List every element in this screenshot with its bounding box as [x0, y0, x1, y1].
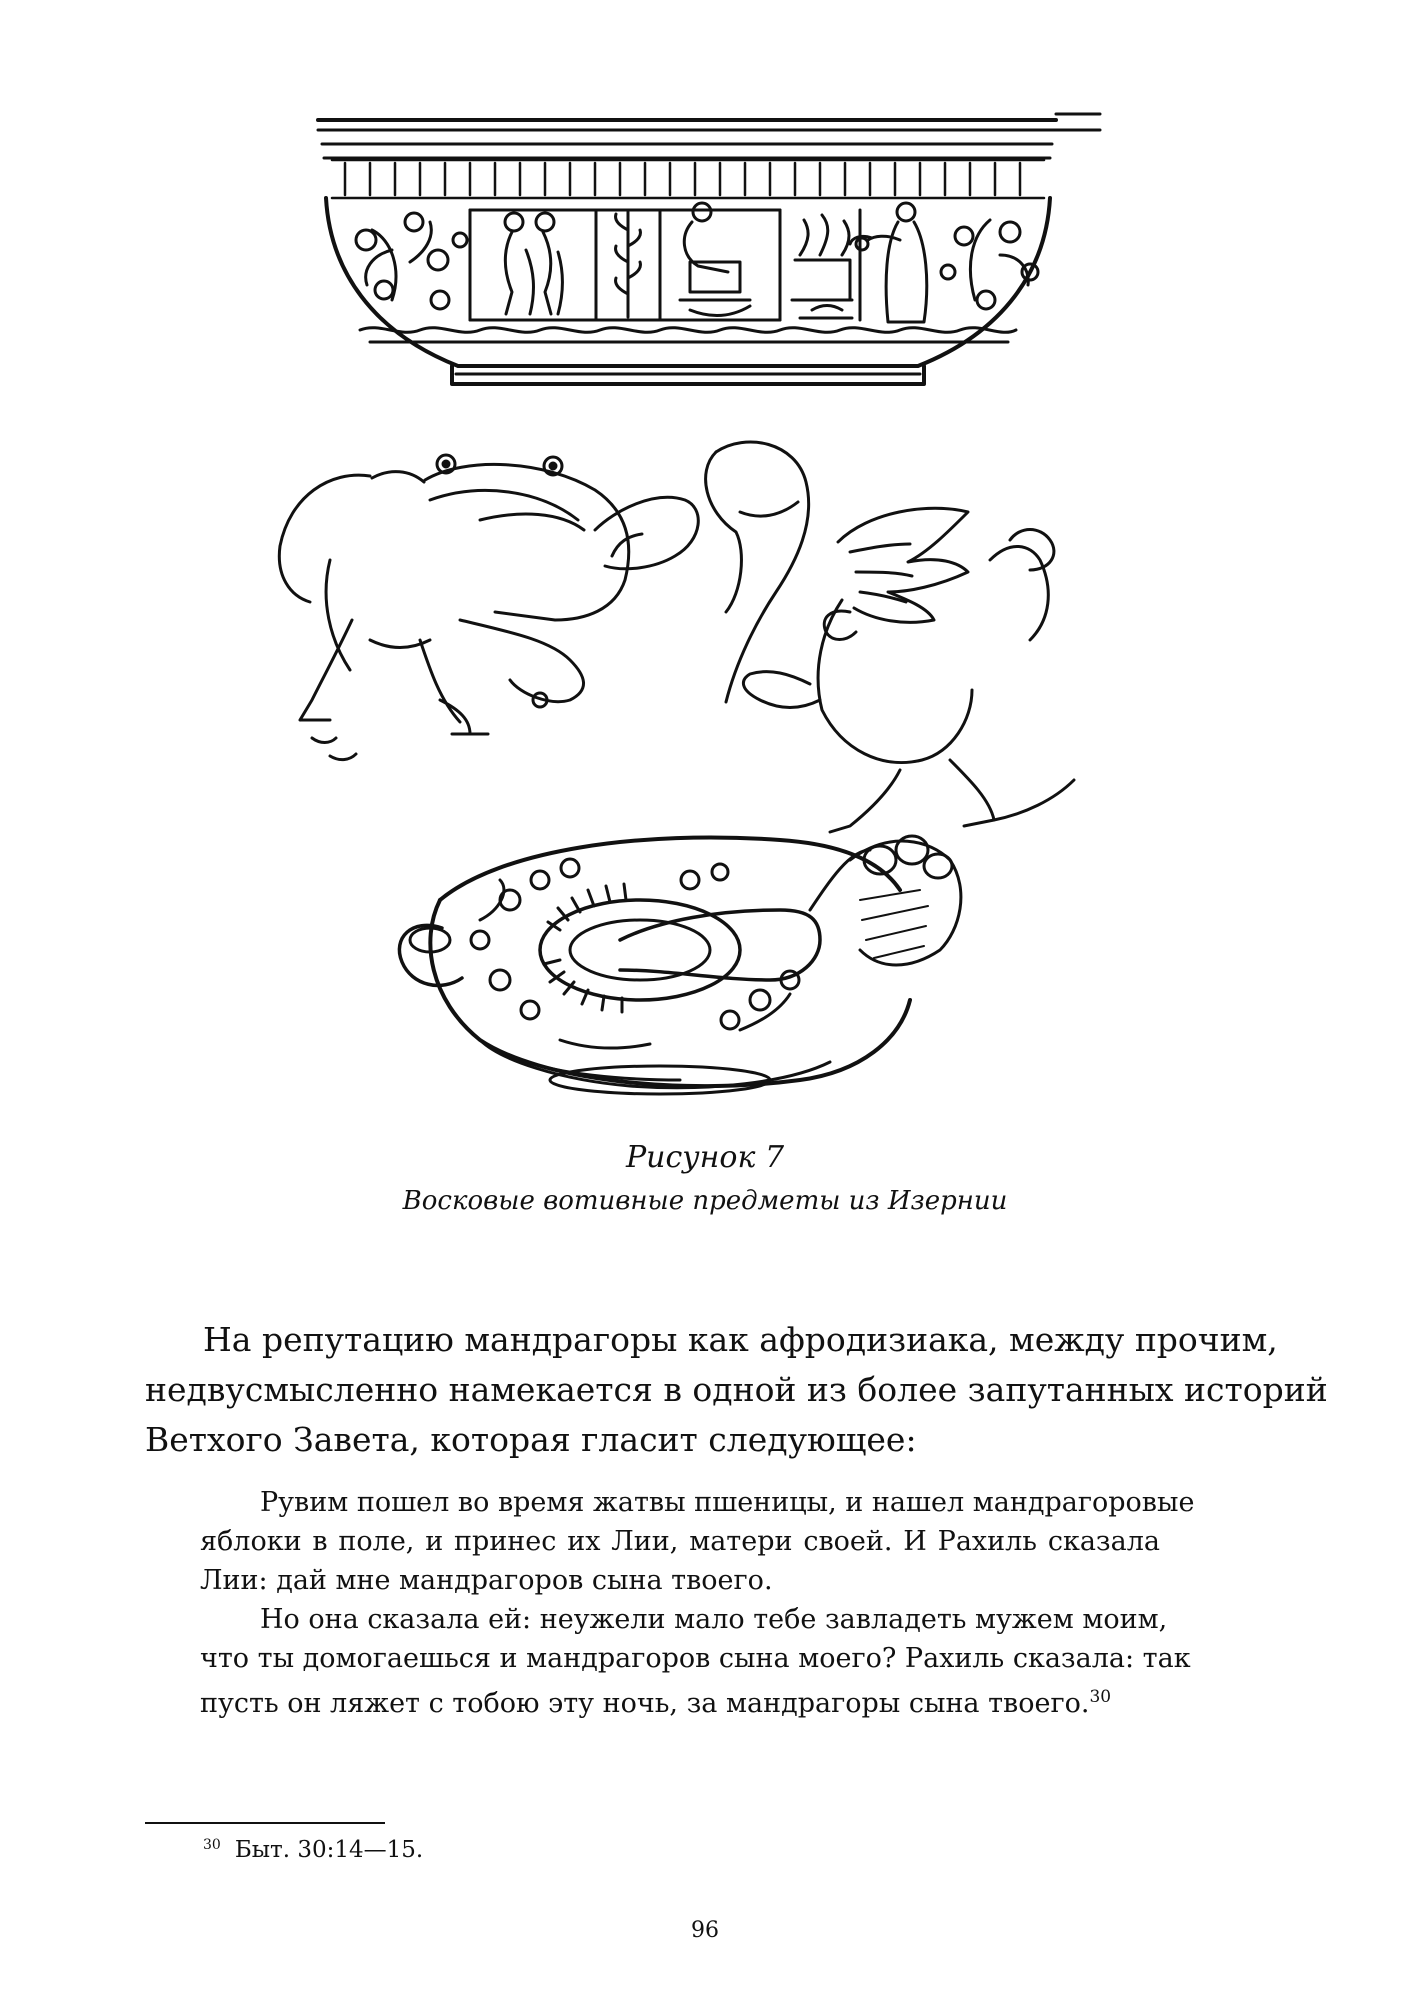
body-line: На репутацию мандрагоры как афродизиака, между прочим, [203, 1320, 1278, 1359]
body-line: недвусмысленно намекается в одной из более запутанных историй [145, 1370, 1328, 1409]
footnote-text: Быт. 30:14—15. [234, 1837, 424, 1863]
quote-line: Лии: дай мне мандрагоров сына твоего. [200, 1565, 773, 1596]
footnote-divider [145, 1822, 385, 1824]
quote-line: яблоки в поле, и принес их Лии, матери своей. И Рахиль сказала [200, 1526, 1160, 1557]
page-number: 96 [691, 1918, 719, 1943]
footnote-reference[interactable]: 30 [1089, 1687, 1112, 1707]
decorated-bowl-drawing [318, 114, 1100, 384]
body-line: Ветхого Завета, которая гласит следующее: [145, 1420, 917, 1459]
footnote-mark: 30 [203, 1837, 221, 1853]
right-winged-amulet-drawing [706, 442, 1074, 832]
quote-line: Но она сказала ей: неужели мало тебе завладеть мужем моим, [260, 1604, 1168, 1635]
footnote [203, 1837, 423, 1863]
body-paragraph [145, 1315, 1328, 1465]
quote-line: пусть он ляжет с тобою эту ночь, за мандрагоры сына твоего.$^{30}$ [200, 1687, 1112, 1719]
figure-title: Восковые вотивные предметы из Изернии [402, 1186, 1008, 1216]
block-quote [200, 1483, 1195, 1723]
left-winged-amulet-drawing [279, 455, 698, 760]
oil-lamp-drawing [399, 836, 961, 1094]
quote-line: Рувим пошел во время жатвы пшеницы, и нашел мандрагоровые [260, 1487, 1195, 1518]
quote-line: что ты домогаешься и мандрагоров сына моего? Рахиль сказала: так [200, 1643, 1191, 1674]
figure-number: Рисунок 7 [625, 1140, 785, 1175]
